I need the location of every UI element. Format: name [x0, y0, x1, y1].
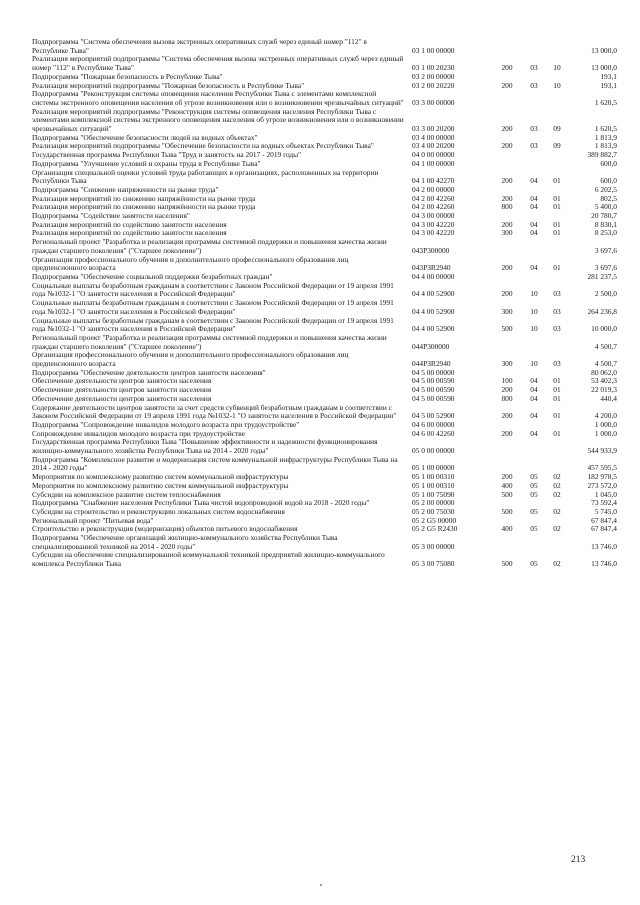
- cell-rz: [522, 334, 546, 351]
- cell-name: Подпрограмма "Система обеспечения вызова экстренных оперативных служб через единый номер "112" в Республике Тыва": [32, 37, 367, 55]
- cell-name: Подпрограмма "Обеспечение безопасности людей на водных объектах": [32, 132, 258, 142]
- cell-rz: [522, 273, 546, 282]
- cell-pr: 02: [553, 559, 561, 569]
- cell-sum: 193,1: [600, 80, 617, 90]
- cell-rz: 04: [530, 193, 538, 203]
- scan-speck: [320, 884, 322, 886]
- cell-name: Подпрограмма "Улучшение условий и охраны труда в Республике Тыва": [32, 158, 261, 168]
- cell-name: Реализация мероприятий подпрограммы "Реконструкция системы оповещения населения Республики Тыва с элементами комплексной системы экстренного оповещения населения об угрозе возникновения или о возникновении чрезвычайных ситуаций": [32, 106, 404, 134]
- cell-name: Подпрограмма "Снабжение населения Республики Тыва чистой водопроводной водой на 2018 - 2020 годы": [32, 498, 370, 508]
- cell-vr: 200: [501, 428, 513, 438]
- cell-sum: 182 978,5: [587, 472, 617, 482]
- cell-code: 04 1 00 00000: [412, 158, 455, 168]
- cell-rz: [522, 90, 546, 107]
- cell-name: Подпрограмма "Обеспечение социальной поддержки безработных граждан": [32, 271, 273, 281]
- cell-code: 04 4 00 52900: [412, 324, 455, 334]
- cell-rz: 10: [530, 306, 538, 316]
- cell-pr: 02: [553, 480, 561, 490]
- cell-pr: 01: [553, 385, 561, 395]
- cell-name: Сопровождение инвалидов молодого возраста при трудоустройстве: [32, 428, 245, 438]
- cell-rz: 04: [530, 228, 538, 238]
- cell-vr: 300: [501, 359, 513, 369]
- cell-rz: 10: [530, 359, 538, 369]
- cell-name: Организация специальной оценки условий труда работающих в организациях, расположенных на территории Республики Тыва: [32, 167, 379, 186]
- cell-rz: 05: [530, 524, 538, 534]
- cell-vr: 400: [501, 524, 513, 534]
- cell-sum: 10 000,0: [591, 324, 617, 334]
- table-row: [32, 282, 617, 299]
- cell-pr: [546, 90, 568, 107]
- cell-vr: 300: [501, 306, 513, 316]
- cell-rz: 04: [530, 428, 538, 438]
- cell-code: 05 1 00 75090: [412, 489, 455, 499]
- cell-sum: 1 813,9: [594, 141, 617, 151]
- cell-name: Реализация мероприятий по содействию занятости населения: [32, 219, 227, 229]
- cell-sum: 1 000,0: [594, 428, 617, 438]
- table-row: [32, 317, 617, 334]
- cell-sum: 5 400,0: [594, 202, 617, 212]
- cell-rz: 04: [530, 176, 538, 186]
- cell-name: Мероприятия по комплексному развитию систем коммунальной инфраструктуры: [32, 472, 289, 482]
- cell-sum: 544 933,9: [587, 446, 617, 456]
- cell-code: 04 2 00 42260: [412, 202, 455, 212]
- cell-sum: 80 062,0: [591, 367, 617, 377]
- cell-code: 04 3 00 42220: [412, 228, 455, 238]
- cell-sum: 2 500,0: [594, 289, 617, 299]
- cell-code: 04 3 00 00000: [412, 211, 455, 221]
- cell-vr: 200: [501, 63, 513, 73]
- cell-rz: [522, 438, 546, 455]
- cell-code: 03 3 00 00000: [412, 97, 455, 107]
- cell-code: 04 5 00 00590: [412, 385, 455, 395]
- cell-pr: [546, 534, 568, 551]
- cell-code: 03 2 00 20220: [412, 80, 455, 90]
- cell-pr: [546, 238, 568, 255]
- table-row: [32, 438, 617, 455]
- cell-rz: 04: [530, 263, 538, 273]
- cell-pr: [546, 38, 568, 55]
- cell-name: Социальные выплаты безработным гражданам в соответствии с Законом Российской Федерации от 19 апреля 1991 года №1032-1 "О занятости населения в Российской Федерации": [32, 315, 394, 334]
- cell-vr: 400: [501, 480, 513, 490]
- cell-name: Организация профессионального обучения и дополнительного профессионального образования лиц предпенсионного возраста: [32, 254, 349, 273]
- cell-sum: 8 253,0: [594, 228, 617, 238]
- cell-pr: 02: [553, 472, 561, 482]
- cell-code: 04 5 00 00590: [412, 376, 455, 386]
- cell-name: Субсидии на комплексное развитие систем теплоснабжения: [32, 489, 221, 499]
- cell-rz: 05: [530, 472, 538, 482]
- cell-pr: 10: [553, 80, 561, 90]
- cell-vr: [492, 160, 522, 169]
- cell-sum: 6 202,5: [594, 184, 617, 194]
- cell-rz: 03: [530, 80, 538, 90]
- cell-name: Строительство и реконструкция (модернизация) объектов питьевого водоснабжения: [32, 524, 298, 534]
- cell-sum: 13 000,0: [591, 45, 617, 55]
- cell-rz: [522, 238, 546, 255]
- cell-rz: 05: [530, 489, 538, 499]
- cell-pr: 03: [553, 359, 561, 369]
- cell-rz: 04: [530, 219, 538, 229]
- table-row: [32, 238, 617, 255]
- cell-vr: [492, 334, 522, 351]
- cell-vr: [492, 90, 522, 107]
- table-row: [32, 334, 617, 351]
- cell-name: Обеспечение деятельности центров занятости населения: [32, 393, 212, 403]
- cell-vr: 800: [501, 202, 513, 212]
- cell-sum: 73 592,4: [591, 498, 617, 508]
- cell-name: Государственная программа Республики Тыва "Повышение эффективности и надежности функционирования жилищно-коммунального хозяйства Республики Тыва на 2014 - 2020 годы": [32, 437, 378, 456]
- cell-name: Подпрограмма "Реконструкция системы оповещения населения Республики Тыва с элементами комплексной системы экстренного оповещения населения об угрозе возникновения или о возникновении чрезвычайных ситуаций": [32, 89, 404, 107]
- cell-vr: 200: [501, 263, 513, 273]
- cell-vr: [492, 238, 522, 255]
- cell-sum: 3 697,6: [594, 245, 617, 255]
- cell-code: 04 5 00 00590: [412, 393, 455, 403]
- cell-name: Государственная программа Республики Тыва "Труд и занятость на 2017 - 2019 годы": [32, 150, 302, 160]
- cell-sum: 264 236,8: [587, 306, 617, 316]
- cell-pr: 03: [553, 289, 561, 299]
- table-row: [32, 534, 617, 551]
- cell-code: 04 5 00 52900: [412, 411, 455, 421]
- cell-vr: [492, 273, 522, 282]
- cell-code: 044P3R2940: [412, 359, 451, 369]
- table-row: [32, 169, 617, 186]
- cell-vr: [492, 151, 522, 160]
- cell-pr: [546, 456, 568, 473]
- cell-code: 04 6 00 00000: [412, 419, 455, 429]
- cell-code: 043P300000: [412, 245, 450, 255]
- cell-sum: 273 572,0: [587, 480, 617, 490]
- cell-pr: 01: [553, 428, 561, 438]
- cell-rz: [522, 151, 546, 160]
- cell-sum: 3 697,6: [594, 263, 617, 273]
- cell-code: 03 1 00 00000: [412, 45, 455, 55]
- cell-pr: 01: [553, 376, 561, 386]
- cell-rz: 03: [530, 63, 538, 73]
- cell-code: 044P300000: [412, 341, 450, 351]
- cell-pr: 02: [553, 506, 561, 516]
- cell-pr: 01: [553, 176, 561, 186]
- cell-name: Организация профессионального обучения и дополнительного профессионального образования лиц предпенсионного возраста: [32, 350, 349, 369]
- cell-pr: [546, 438, 568, 455]
- cell-sum: 600,0: [600, 176, 617, 186]
- cell-code: 05 3 00 75080: [412, 559, 455, 569]
- budget-table: [32, 38, 617, 569]
- table-row: [32, 108, 617, 134]
- cell-vr: [492, 456, 522, 473]
- cell-rz: 04: [530, 202, 538, 212]
- cell-name: Подпрограмма "Обеспечение организаций жилищно-коммунального хозяйства Республики Тыва специализированной техникой на 2014 - 2020 годы": [32, 533, 338, 551]
- cell-vr: 500: [501, 489, 513, 499]
- cell-code: 04 5 00 00000: [412, 367, 455, 377]
- cell-code: 05 3 00 00000: [412, 541, 455, 551]
- cell-name: Социальные выплаты безработным гражданам в соответствии с Законом Российской Федерации от 19 апреля 1991 года №1032-1 "О занятости населения в Российской Федерации": [32, 298, 394, 316]
- cell-pr: 02: [553, 524, 561, 534]
- cell-name: Обеспечение деятельности центров занятости населения: [32, 385, 212, 395]
- cell-pr: 03: [553, 324, 561, 334]
- cell-vr: 200: [501, 141, 513, 151]
- cell-rz: 04: [530, 385, 538, 395]
- table-row: [32, 299, 617, 316]
- cell-name: Реализация мероприятий подпрограммы "Система обеспечения вызова экстренных оперативных служб через единый номер "112" в Республике Тыва": [32, 54, 404, 73]
- cell-pr: 09: [553, 124, 561, 134]
- budget-table-body: [32, 38, 617, 569]
- cell-rz: [522, 456, 546, 473]
- cell-rz: 04: [530, 411, 538, 421]
- cell-code: 043P3R2940: [412, 263, 451, 273]
- cell-code: 05 1 00 00000: [412, 463, 455, 473]
- cell-vr: 200: [501, 80, 513, 90]
- cell-rz: 05: [530, 506, 538, 516]
- cell-pr: 10: [553, 63, 561, 73]
- cell-name: Подпрограмма "Сопровождение инвалидов молодого возраста при трудоустройстве": [32, 419, 300, 429]
- cell-sum: 4 200,0: [594, 411, 617, 421]
- cell-name: Мероприятия по комплексному развитию систем коммунальной инфраструктуры: [32, 480, 289, 490]
- table-row: [32, 256, 617, 273]
- cell-vr: 200: [501, 411, 513, 421]
- cell-name: Подпрограмма "Комплексное развитие и модернизация систем коммунальной инфраструктуры Республики Тыва на 2014 - 2020 годы": [32, 454, 398, 473]
- cell-pr: [546, 273, 568, 282]
- cell-sum: 1 620,5: [594, 124, 617, 134]
- cell-name: Региональный проект "Разработка и реализация программы системной поддержки и повышения качества жизни граждан старшего поколения" ("Старшее поколение"): [32, 237, 387, 255]
- cell-pr: 01: [553, 228, 561, 238]
- table-row: [32, 551, 617, 568]
- cell-sum: 20 780,7: [591, 211, 617, 221]
- cell-code: 05 1 00 00310: [412, 480, 455, 490]
- cell-sum: 22 019,3: [591, 385, 617, 395]
- cell-vr: 300: [501, 228, 513, 238]
- cell-rz: 05: [530, 559, 538, 569]
- cell-pr: 02: [553, 489, 561, 499]
- cell-code: 04 2 00 42260: [412, 193, 455, 203]
- cell-code: 05 2 00 00000: [412, 498, 455, 508]
- cell-vr: 200: [501, 385, 513, 395]
- cell-pr: 03: [553, 306, 561, 316]
- cell-code: 03 3 00 20200: [412, 124, 455, 134]
- cell-rz: 03: [530, 124, 538, 134]
- cell-sum: 1 620,5: [594, 97, 617, 107]
- cell-sum: 1 000,0: [594, 419, 617, 429]
- cell-pr: 01: [553, 219, 561, 229]
- cell-pr: 01: [553, 263, 561, 273]
- cell-vr: [492, 38, 522, 55]
- cell-sum: 1 045,0: [594, 489, 617, 499]
- cell-sum: 389 882,7: [587, 150, 617, 160]
- cell-name: Субсидии на строительство и реконструкцию локальных систем водоснабжения: [32, 506, 285, 516]
- cell-sum: 4 500,7: [594, 359, 617, 369]
- cell-vr: [492, 438, 522, 455]
- cell-code: 03 4 00 00000: [412, 132, 455, 142]
- table-row: [32, 351, 617, 368]
- table-row: [32, 456, 617, 473]
- cell-rz: 04: [530, 393, 538, 403]
- page-number: 213: [571, 855, 586, 865]
- cell-name: Субсидии на обеспечение специализированной коммунальной техникой предприятий жилищно-коммунального комплекса Республики Тыва: [32, 550, 385, 569]
- cell-code: 03 2 00 00000: [412, 71, 455, 81]
- cell-name: Реализация мероприятий подпрограммы "Обеспечение безопасности на водных объектах Республики Тыва": [32, 141, 374, 151]
- cell-sum: 13 746,0: [591, 559, 617, 569]
- cell-name: Региональный проект "Питьевая вода": [32, 515, 154, 525]
- cell-code: 05 2 G5 00000: [412, 515, 457, 525]
- cell-name: Региональный проект "Разработка и реализация программы системной поддержки и повышения качества жизни граждан старшего поколения" ("Старшее поколение"): [32, 332, 387, 351]
- cell-code: 04 1 00 42270: [412, 176, 455, 186]
- cell-name: Реализация мероприятий по снижению напряжённости на рынке труда: [32, 193, 256, 203]
- cell-code: 03 1 00 20230: [412, 63, 455, 73]
- cell-sum: 8 830,1: [594, 219, 617, 229]
- cell-code: 04 3 00 42220: [412, 219, 455, 229]
- budget-document: [32, 38, 617, 569]
- cell-name: Подпрограмма "Пожарная безопасность в Республике Тыва": [32, 71, 223, 81]
- cell-code: 05 1 00 00310: [412, 472, 455, 482]
- cell-vr: 100: [501, 376, 513, 386]
- cell-rz: 03: [530, 141, 538, 151]
- cell-vr: 500: [501, 324, 513, 334]
- cell-pr: 01: [553, 202, 561, 212]
- cell-sum: 67 847,4: [591, 524, 617, 534]
- cell-code: 03 4 00 20200: [412, 141, 455, 151]
- cell-name: Социальные выплаты безработным гражданам в соответствии с Законом Российской Федерации от 19 апреля 1991 года №1032-1 "О занятости населения в Российской Федерации": [32, 280, 394, 299]
- cell-sum: 5 745,0: [594, 506, 617, 516]
- cell-pr: 09: [553, 141, 561, 151]
- cell-rz: 04: [530, 376, 538, 386]
- cell-rz: 10: [530, 289, 538, 299]
- cell-sum: 193,1: [600, 71, 617, 81]
- cell-vr: 200: [501, 289, 513, 299]
- cell-rz: 05: [530, 480, 538, 490]
- cell-code: 04 4 00 52900: [412, 306, 455, 316]
- cell-pr: 01: [553, 411, 561, 421]
- cell-vr: 200: [501, 176, 513, 186]
- cell-name: Реализация мероприятий подпрограммы "Пожарная безопасность в Республике Тыва": [32, 80, 305, 90]
- cell-code: 04 4 00 52900: [412, 289, 455, 299]
- cell-pr: 01: [553, 393, 561, 403]
- cell-vr: 200: [501, 472, 513, 482]
- cell-vr: 200: [501, 219, 513, 229]
- cell-pr: [546, 334, 568, 351]
- cell-rz: [522, 38, 546, 55]
- cell-code: 04 0 00 00000: [412, 150, 455, 160]
- cell-sum: 53 402,3: [591, 376, 617, 386]
- cell-sum: 67 847,4: [591, 515, 617, 525]
- cell-rz: 10: [530, 324, 538, 334]
- cell-name: Реализация мероприятий по содействию занятости населения: [32, 228, 227, 238]
- cell-code: 05 0 00 00000: [412, 446, 455, 456]
- cell-code: 04 2 00 00000: [412, 184, 455, 194]
- cell-name: Подпрограмма "Снижение напряженности на рынке труда": [32, 184, 219, 194]
- cell-rz: [522, 534, 546, 551]
- cell-sum: 13 000,0: [591, 63, 617, 73]
- cell-sum: 4 500,7: [594, 341, 617, 351]
- cell-code: 05 2 00 75030: [412, 506, 455, 516]
- cell-code: 05 2 G5 R2430: [412, 524, 458, 534]
- cell-vr: [492, 534, 522, 551]
- table-row: [32, 38, 617, 55]
- cell-sum: 457 595,5: [587, 463, 617, 473]
- cell-sum: 281 237,5: [587, 271, 617, 281]
- cell-vr: 200: [501, 124, 513, 134]
- cell-sum: 440,4: [600, 393, 617, 403]
- table-row: [32, 90, 617, 107]
- cell-code: 04 6 00 42260: [412, 428, 455, 438]
- cell-code: 04 4 00 00000: [412, 271, 455, 281]
- cell-pr: 01: [553, 193, 561, 203]
- cell-pr: [546, 151, 568, 160]
- cell-sum: 600,0: [600, 158, 617, 168]
- cell-rz: [522, 160, 546, 169]
- cell-vr: 500: [501, 559, 513, 569]
- cell-vr: 200: [501, 193, 513, 203]
- cell-sum: 13 746,0: [591, 541, 617, 551]
- cell-name: Подпрограмма "Обеспечение деятельности центров занятости населения": [32, 367, 266, 377]
- cell-sum: 1 813,9: [594, 132, 617, 142]
- cell-vr: 500: [501, 506, 513, 516]
- cell-pr: [546, 160, 568, 169]
- cell-name: Подпрограмма "Содействие занятости населения": [32, 211, 190, 221]
- cell-name: Содержание деятельности центров занятости за счет средств субвенций безработным гражданам в соответствии с Законом Российской Федерации от 19 апреля 1991 года №1032-1 "О занятости населения в Российской Федерации": [32, 402, 397, 421]
- table-row: [32, 404, 617, 421]
- cell-name: Обеспечение деятельности центров занятости населения: [32, 376, 212, 386]
- cell-sum: 802,5: [600, 193, 617, 203]
- cell-vr: 800: [501, 393, 513, 403]
- cell-name: Реализация мероприятий по снижению напряжённости на рынке труда: [32, 202, 256, 212]
- table-row: [32, 55, 617, 72]
